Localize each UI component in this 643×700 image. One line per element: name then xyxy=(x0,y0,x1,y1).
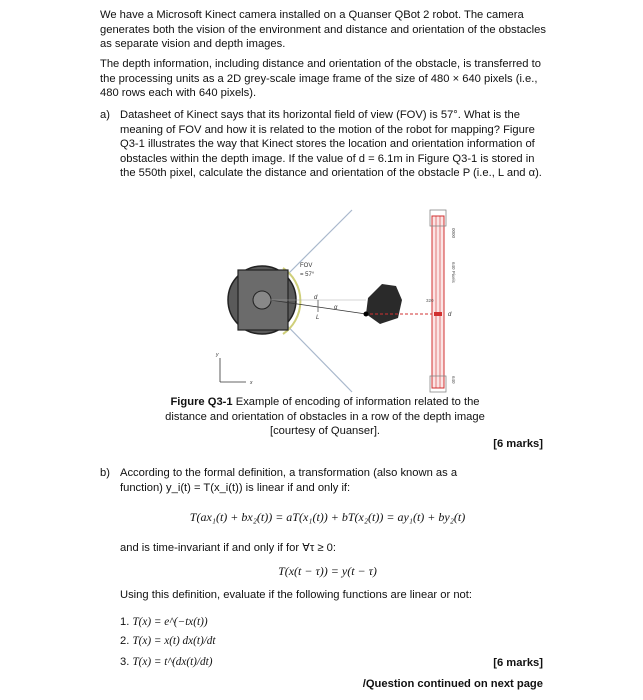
obstacle-point xyxy=(364,312,369,317)
d-label: d xyxy=(314,295,318,301)
figure-q3-1 xyxy=(0,200,643,400)
pixel-top-label: 0000 xyxy=(451,228,456,239)
obstacle-p xyxy=(366,284,402,324)
continued-note: /Question continued on next page xyxy=(362,678,543,690)
intro-paragraph-1: We have a Microsoft Kinect camera installed on a Quanser QBot 2 robot. The camera generates both the vision of the environment and distance and orientation of the obstacles as separate vision and depth images. xyxy=(100,9,546,51)
part-b-line-1: According to the formal definition, a transformation (also known as a xyxy=(120,467,458,479)
part-b-line-4: Using this definition, evaluate if the following functions are linear or not: xyxy=(120,589,472,601)
part-b-line-2: function) y_i(t) = T(x_i(t)) is linear if and only if: xyxy=(120,482,351,494)
depth-pixel-strip xyxy=(432,216,444,388)
L-label: L xyxy=(316,315,320,321)
fov-label: FOV xyxy=(300,263,313,269)
time-invariance-equation: T(x(t − τ)) = y(t − τ) xyxy=(278,564,377,578)
part-a-marks: [6 marks] xyxy=(493,438,543,450)
caption-line-2: distance and orientation of obstacles in a row of the depth image xyxy=(165,410,485,423)
item-expression: T(x) = e^(−tx(t)) xyxy=(132,616,208,628)
x-axis-label: x xyxy=(250,380,253,386)
figure-caption xyxy=(130,395,520,439)
selected-pixel xyxy=(434,312,442,316)
part-b-label: b) xyxy=(100,467,110,479)
list-item xyxy=(120,615,208,630)
item-expression: T(x) = t^(dx(t)/dt) xyxy=(132,656,213,668)
y-axis-label: y xyxy=(216,352,219,358)
strip-pixels-label: 640 Pixels xyxy=(451,262,456,283)
item-expression: T(x) = x(t) dx(t)/dt xyxy=(132,635,216,647)
d-right-label: d xyxy=(448,312,452,318)
kinect-camera-icon xyxy=(253,291,271,309)
alpha-label: α xyxy=(334,305,338,311)
item-number: 3. xyxy=(120,656,130,668)
item-number: 2. xyxy=(120,635,130,647)
list-item xyxy=(120,634,216,649)
item-number: 1. xyxy=(120,616,130,628)
part-a-label: a) xyxy=(100,109,110,121)
linearity-equation: T(ax₁(t) + bx₂(t)) = aT(x₁(t)) + bT(x₂(t)) = ay₁(t) + by₂(t) xyxy=(189,510,466,524)
list-item xyxy=(120,655,212,670)
caption-line-3: [courtesy of Quanser]. xyxy=(269,425,381,438)
intro-paragraph-2: The depth information, including distance and orientation of the obstacle, is transferred to the processing units as a 2D grey-scale image frame of the size of 480 × 640 pixels (i.e., 480 rows each with 640 pixels). xyxy=(100,58,541,100)
part-a-text: Datasheet of Kinect says that its horizontal field of view (FOV) is 57°. What is the meaning of FOV and how it is related to the motion of the robot for mapping? Figure Q3-1 illustrates the way that Kinect stores the location and orientation information of obstacles within the depth image. If the value of d = 6.1m in Figure Q3-1 is stored in the 550th pixel, calculate the distance and orientation of the obstacle P (i.e., L and α). xyxy=(120,109,542,180)
part-b-marks: [6 marks] xyxy=(493,657,543,669)
pixel-bottom-label: 640 xyxy=(451,376,456,384)
part-b-line-3: and is time-invariant if and only if for ∀τ ≥ 0: xyxy=(120,542,336,554)
pixel-mid-label: 320 xyxy=(426,298,434,303)
fov-value: = 57° xyxy=(300,272,315,278)
caption-title: Figure Q3-1 xyxy=(170,396,233,408)
caption-line-1: Example of encoding of information related to the xyxy=(232,396,480,408)
